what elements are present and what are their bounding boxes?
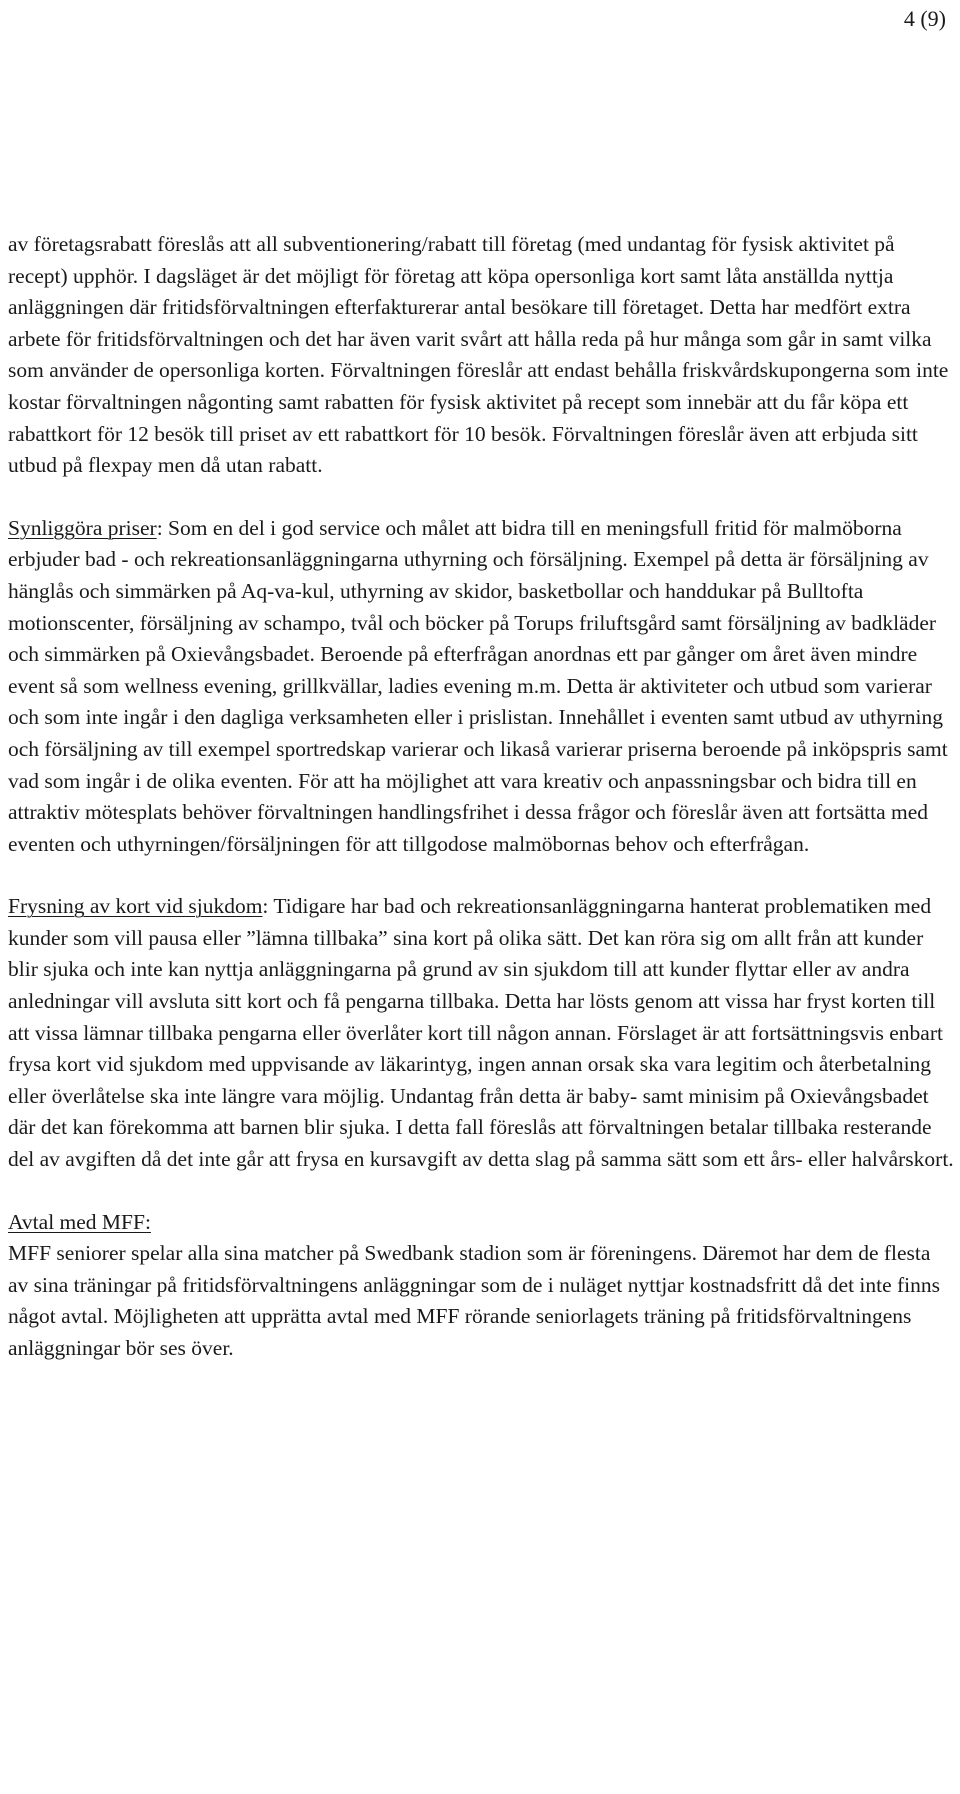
- paragraph-card-freeze: [8, 891, 956, 1175]
- heading-separator: :: [262, 894, 274, 919]
- section-heading-show-prices: Synliggöra priser: [8, 515, 157, 540]
- paragraph-text: MFF seniorer spelar alla sina matcher på Swedbank stadion som är föreningens. Däremot har dem de flesta av sina träningar på fritidsförvaltningens anläggningar som de i nuläget nyttjar kostnadsfritt då det inte finns något avtal. Möjligheten att upprätta avtal med MFF rörande seniorlagets träning på fritidsförvaltningens anläggningar bör ses över.: [8, 1241, 941, 1360]
- section-heading-mff-agreement: Avtal med MFF:: [8, 1209, 151, 1234]
- section-heading-card-freeze: Frysning av kort vid sjukdom: [8, 894, 263, 919]
- paragraph-company-discount: [8, 229, 956, 482]
- paragraph-text: Tidigare har bad och rekreationsanläggningarna hanterat problematiken med kunder som vill pausa eller ”lämna tillbaka” sina kort på olika sätt. Det kan röra sig om allt från att kunder blir sjuka och inte kan nyttja anläggningarna på grund av sin sjukdom till att kunder flyttar eller av andra anledningar vill avsluta sitt kort och få pengarna tillbaka. Detta har lösts genom att vissa har fryst korten till att vissa lämnar tillbaka pengarna eller överlåter kort till någon annan. Förslaget är att fortsättningsvis enbart frysa kort vid sjukdom med uppvisande av läkarintyg, ingen annan orsak ska vara legitim och återbetalning eller överlåtelse ska inte längre vara möjlig. Undantag från detta är baby- samt minisim på Oxievångsbadet där det kan förekomma att barnen blir sjuka. I detta fall föreslås att förvaltningen betalar tillbaka resterande del av avgiften då det inte går att frysa en kursavgift av detta slag på samma sätt som ett års- eller halvårskort.: [8, 894, 954, 1172]
- document-body: [8, 229, 956, 1396]
- paragraph-mff-agreement: [8, 1207, 956, 1365]
- paragraph-text: Som en del i god service och målet att bidra till en meningsfull fritid för malmöborna erbjuder bad - och rekreationsanläggningarna uthyrning och försäljning. Exempel på detta är försäljning av hänglås och simmärken på Aq-va-kul, uthyrning av skidor, basketbollar och handdukar på Bulltofta motionscenter, försäljning av schampo, tvål och böcker på Torups friluftsgård samt försäljning av badkläder och simmärken på Oxievångsbadet. Beroende på efterfrågan anordnas ett par gånger om året även mindre event så som wellness evening, grillkvällar, ladies evening m.m. Detta är aktiviteter och utbud som varierar och som inte ingår i den dagliga verksamheten eller i prislistan. Innehållet i eventen samt utbud av uthyrning och försäljning av till exempel sportredskap varierar och likaså varierar priserna beroende på inköpspris samt vad som ingår i de olika eventen. För att ha möjlighet att vara kreativ och anpassningsbar och bidra till en attraktiv mötesplats behöver förvaltningen handlingsfrihet i dessa frågor och föreslår även att fortsätta med eventen och uthyrningen/försäljningen för att tillgodose malmöbornas behov och efterfrågan.: [8, 515, 948, 856]
- page-number: 4 (9): [903, 6, 946, 31]
- paragraph-text: av företagsrabatt föreslås att all subventionering/rabatt till företag (med undantag för fysisk aktivitet på recept) upphör. I dagsläget är det möjligt för företag att köpa opersonliga kort samt låta anställda nyttja anläggningen där fritidsförvaltningen efterfakturerar antal besökare till företaget. Detta har medfört extra arbete för fritidsförvaltningen och det har även varit svårt att hålla reda på hur många som går in samt vilka som använder de opersonliga korten. Förvaltningen föreslår att endast behålla friskvårdskupongerna som inte kostar förvaltningen någonting samt rabatten för fysisk aktivitet på recept som innebär att du får köpa ett rabattkort för 12 besök till priset av ett rabattkort för 10 besök. Förvaltningen föreslår även att erbjuda sitt utbud på flexpay men då utan rabatt.: [8, 232, 949, 478]
- heading-separator: :: [156, 515, 169, 540]
- paragraph-show-prices: [8, 513, 956, 861]
